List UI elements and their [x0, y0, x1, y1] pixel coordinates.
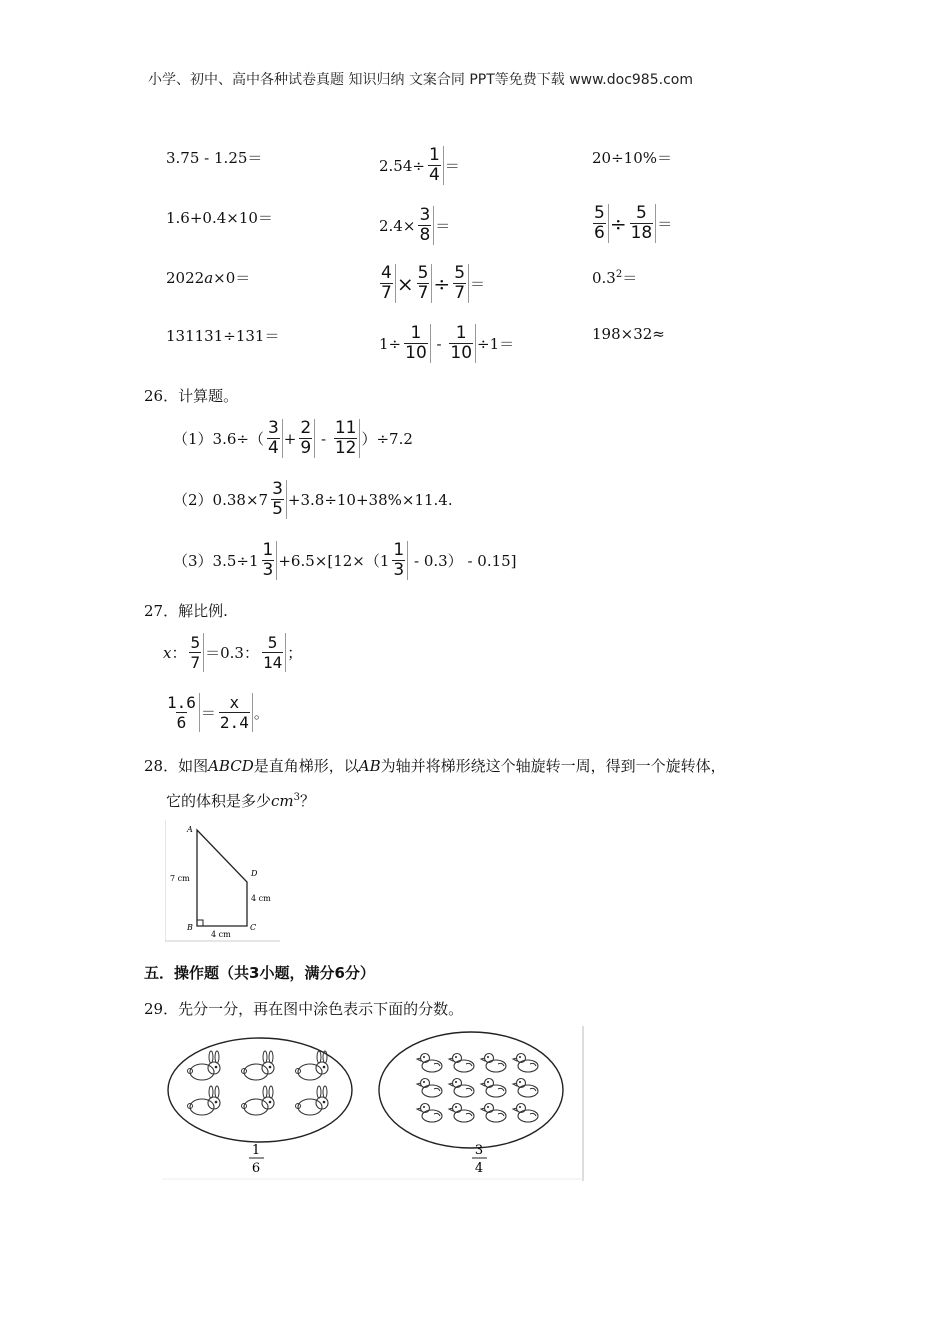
right-angle-mark [197, 920, 203, 926]
oral-r2c1: 1.6+0.4×10＝ [166, 209, 273, 227]
numerator: 1 [393, 540, 405, 560]
oral-r4c2 [379, 324, 514, 363]
variable: AB [358, 757, 381, 775]
duck-icon [417, 1079, 442, 1098]
denominator: 4 [267, 438, 279, 458]
expr-text: ＝ [435, 217, 451, 235]
fraction2-numerator: 3 [474, 1143, 484, 1158]
duck-icon [513, 1104, 538, 1123]
operator: ÷ [609, 211, 627, 236]
rabbit-icon [296, 1086, 329, 1115]
expr-text: ÷1＝ [477, 335, 515, 353]
numerator: 1.6 [167, 693, 196, 712]
variable: ABCD [208, 757, 254, 775]
oral-r1c1: 3.75 - 1.25＝ [166, 149, 263, 167]
denominator: 6 [176, 713, 187, 732]
oral-r2c3 [590, 204, 672, 243]
fraction [269, 480, 287, 519]
duck-icon [481, 1054, 506, 1073]
fraction [426, 146, 444, 185]
oral-r2c2 [379, 206, 450, 245]
variable: a [204, 269, 214, 287]
denominator: 14 [262, 653, 283, 672]
duck-icon [417, 1054, 442, 1073]
fraction [187, 633, 204, 672]
fraction [390, 541, 408, 580]
denominator: 5 [272, 499, 283, 519]
q26-part3 [173, 541, 517, 580]
label-bottom-length: 4 cm [211, 930, 231, 939]
expr-text: ： [171, 644, 187, 662]
expr-text: 它的体积是多少 [166, 792, 272, 810]
rabbit-icon [242, 1051, 275, 1080]
expr-text: ＝ [444, 157, 460, 175]
denominator: 2.4 [219, 713, 249, 732]
denominator: 9 [300, 438, 312, 458]
numerator: 1 [410, 323, 422, 343]
fraction [416, 206, 434, 245]
q27-title: 27．解比例. [144, 602, 228, 620]
rabbit-icon [296, 1051, 329, 1080]
denominator: 10 [450, 343, 473, 363]
expr-text: 2.54÷ [379, 156, 425, 175]
numerator: 5 [417, 263, 429, 283]
numerator: 5 [636, 203, 647, 223]
fraction [297, 419, 315, 458]
exponent: 3 [293, 792, 301, 803]
numerator: 11 [334, 418, 357, 438]
expr-text: 2.4× [379, 216, 416, 235]
oral-r3c2 [377, 264, 485, 303]
denominator: 3 [262, 560, 274, 580]
denominator: 10 [405, 343, 427, 363]
expr-text: ？ [300, 792, 316, 810]
oral-r4c3: 198×32≈ [592, 325, 665, 343]
label-left-length: 7 cm [170, 874, 190, 883]
duck-icon [449, 1079, 474, 1098]
operator: - [316, 429, 331, 448]
expr-text: +6.5×[12×（1 [278, 552, 390, 570]
expr-text: ＝ [470, 275, 486, 293]
denominator: 3 [393, 560, 405, 580]
label-right-length: 4 cm [251, 894, 271, 903]
section5-title: 五．操作题（共3小题，满分6分） [144, 964, 375, 982]
numerator: x [229, 693, 240, 712]
duck-group [417, 1054, 538, 1123]
q28-line2 [166, 790, 315, 811]
label-b: B [187, 923, 193, 932]
rabbit-group [188, 1051, 329, 1115]
expr-text: 。 [253, 704, 269, 722]
fraction [628, 204, 657, 243]
numerator: 5 [267, 633, 278, 652]
expr-text: - 0.3） - 0.15] [409, 552, 517, 570]
fraction [378, 264, 396, 303]
denominator: 12 [334, 438, 357, 458]
numerator: 3 [272, 479, 283, 499]
expr-text: ； [287, 644, 303, 662]
trapezoid-figure [165, 820, 280, 942]
expr-text: 是直角梯形，以 [253, 757, 359, 775]
expr-text: 为轴并将梯形绕这个轴旋转一周，得到一个旋转体， [380, 757, 726, 775]
numerator: 1 [262, 540, 274, 560]
oral-r1c2 [379, 146, 460, 185]
operator: ÷ [433, 271, 451, 296]
numerator: 3 [419, 205, 431, 225]
expr-text: ＝0.3： [205, 644, 259, 662]
rabbit-icon [242, 1086, 275, 1115]
expr-text: 28．如图 [144, 757, 209, 775]
numerator: 5 [190, 633, 201, 652]
fraction [265, 419, 283, 458]
q29-figure [162, 1026, 587, 1182]
denominator: 8 [419, 225, 431, 245]
oral-r3c1 [166, 267, 250, 288]
label-c: C [250, 923, 257, 932]
q27-eq2 [163, 693, 269, 732]
expr-text: +3.8÷10+38%×11.4. [287, 490, 453, 509]
denominator: 7 [417, 283, 429, 303]
operator: - [431, 334, 447, 353]
rabbit-ellipse [168, 1038, 352, 1142]
fraction [260, 541, 278, 580]
oral-r4c1: 131131÷131＝ [166, 327, 280, 345]
q26-part2 [173, 480, 453, 519]
fraction [402, 324, 431, 363]
duck-icon [513, 1079, 538, 1098]
duck-icon [449, 1054, 474, 1073]
numerator: 5 [594, 203, 605, 223]
denominator: 7 [381, 283, 392, 303]
denominator: 7 [190, 653, 201, 672]
duck-icon [481, 1079, 506, 1098]
numerator: 2 [300, 418, 312, 438]
expr-text: （2）0.38×7 [173, 491, 269, 509]
expr-text: 1÷ [379, 334, 402, 353]
denominator: 7 [454, 283, 466, 303]
denominator: 18 [630, 223, 653, 243]
expr-text: ＝ [657, 215, 673, 233]
fraction [415, 264, 433, 303]
numerator: 3 [267, 418, 279, 438]
duck-icon [513, 1054, 538, 1073]
expr-text: ）÷7.2 [361, 430, 413, 448]
denominator: 4 [428, 165, 440, 185]
label-d: D [251, 869, 258, 878]
q27-eq1 [163, 633, 302, 672]
q26-title: 26．计算题。 [144, 387, 239, 405]
exponent: 2 [615, 269, 623, 280]
fraction1-numerator: 1 [251, 1143, 261, 1158]
fraction [332, 419, 361, 458]
label-a: A [187, 825, 193, 834]
numerator: 1 [428, 145, 440, 165]
q29-title: 29．先分一分，再在图中涂色表示下面的分数。 [144, 1000, 464, 1018]
expr-text: （1）3.6÷（ [173, 430, 264, 448]
operator: + [283, 429, 297, 448]
duck-icon [449, 1104, 474, 1123]
expr-text: ＝ [622, 269, 638, 287]
numerator: 1 [455, 323, 467, 343]
unit: cm [271, 792, 294, 810]
q26-part1 [173, 419, 413, 458]
fraction [451, 264, 469, 303]
fraction [447, 324, 476, 363]
expr-text: （3）3.5÷1 [173, 552, 259, 570]
numerator: 5 [454, 263, 466, 283]
fraction [164, 693, 200, 732]
operator: × [396, 271, 414, 296]
fraction [217, 693, 253, 732]
oral-r3c3 [592, 267, 637, 288]
oral-r1c3: 20÷10%＝ [592, 149, 672, 167]
duck-icon [481, 1104, 506, 1123]
rabbit-icon [188, 1086, 221, 1115]
fraction [591, 204, 609, 243]
expr-text: ＝ [200, 704, 216, 722]
page-header: 小学、初中、高中各种试卷真题 知识归纳 文案合同 PPT等免费下载 www.doc985.com [148, 72, 693, 88]
denominator: 6 [594, 223, 605, 243]
fraction1-denominator: 6 [251, 1161, 261, 1176]
fraction2-denominator: 4 [474, 1161, 484, 1176]
duck-icon [417, 1104, 442, 1123]
fraction [260, 633, 286, 672]
variable: x [163, 643, 172, 662]
expr-text: ×0＝ [213, 269, 251, 287]
expr-text: 2022 [166, 269, 205, 287]
numerator: 4 [381, 263, 392, 283]
q28-line1 [144, 755, 726, 776]
trapezoid-abcd [197, 830, 247, 926]
expr-text: 0.3 [592, 269, 616, 287]
